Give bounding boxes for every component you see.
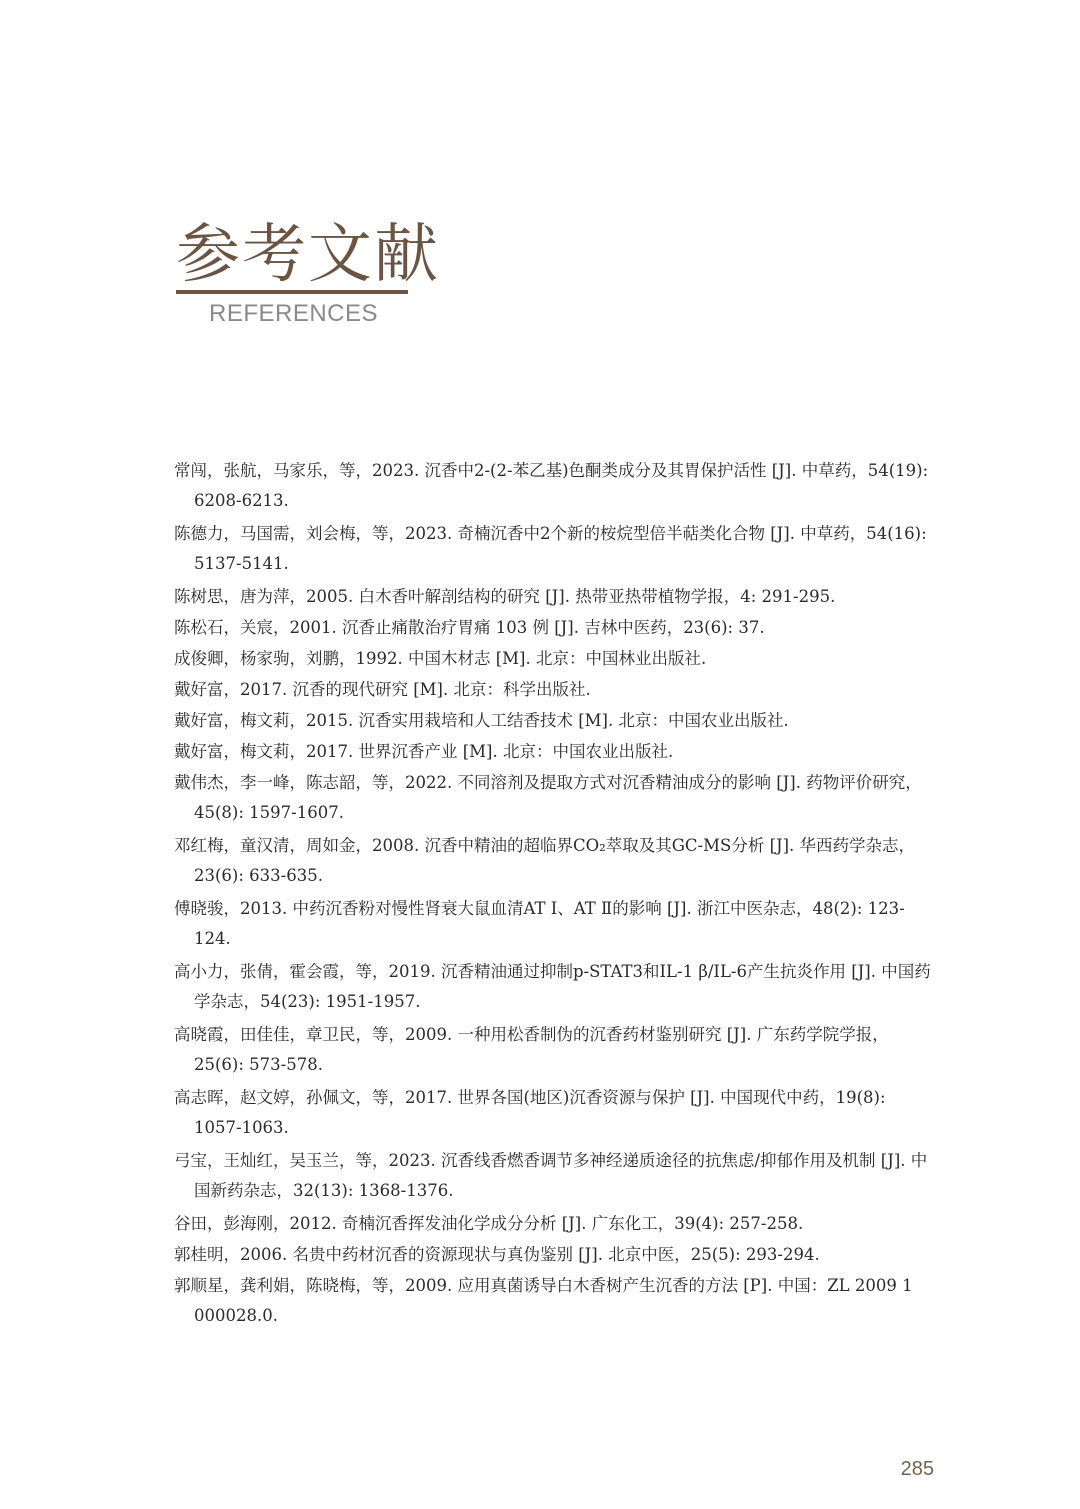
reference-item: 高志晖，赵文婷，孙佩文，等，2017. 世界各国(地区)沉香资源与保护 [J]. 中国现代中药，19(8): 1057-1063. — [174, 1088, 886, 1137]
reference-item: 郭桂明，2006. 名贵中药材沉香的资源现状与真伪鉴别 [J]. 北京中医，25(5): 293-294. — [174, 1245, 820, 1264]
reference-item: 戴伟杰，李一峰，陈志韶，等，2022. 不同溶剂及提取方式对沉香精油成分的影响 [J]. 药物评价研究，45(8): 1597-1607. — [174, 773, 922, 822]
reference-item: 戴好富，梅文莉，2017. 世界沉香产业 [M]. 北京：中国农业出版社. — [174, 742, 674, 761]
page-number: 285 — [900, 1458, 934, 1480]
reference-item: 谷田，彭海刚，2012. 奇楠沉香挥发油化学成分分析 [J]. 广东化工，39(4): 257-258. — [174, 1214, 804, 1233]
page-subtitle: REFERENCES — [209, 300, 379, 327]
reference-item: 高小力，张倩，霍会霞，等，2019. 沉香精油通过抑制p-STAT3和IL-1 β/IL-6产生抗炎作用 [J]. 中国药学杂志，54(23): 1951-1957. — [174, 962, 931, 1011]
reference-item: 常闯，张航，马家乐，等，2023. 沉香中2-(2-苯乙基)色酮类成分及其胃保护活性 [J]. 中草药，54(19): 6208-6213. — [174, 461, 929, 510]
section-title-block — [176, 218, 576, 328]
page-title: 参考文献 — [176, 218, 440, 292]
reference-item: 郭顺星，龚利娟，陈晓梅，等，2009. 应用真菌诱导白木香树产生沉香的方法 [P]. 中国：ZL 2009 1 000028.0. — [174, 1276, 913, 1325]
reference-item: 弓宝，王灿红，吴玉兰，等，2023. 沉香线香燃香调节多神经递质途径的抗焦虑/抑郁作用及机制 [J]. 中国新药杂志，32(13): 1368-1376. — [174, 1151, 928, 1200]
reference-item: 戴好富，2017. 沉香的现代研究 [M]. 北京：科学出版社. — [174, 680, 591, 699]
reference-item: 傅晓骏，2013. 中药沉香粉对慢性肾衰大鼠血清AT Ⅰ、AT Ⅱ的影响 [J]. 浙江中医杂志，48(2): 123-124. — [174, 899, 905, 948]
reference-item: 成俊卿，杨家驹，刘鹏，1992. 中国木材志 [M]. 北京：中国林业出版社. — [174, 649, 707, 668]
reference-item: 高晓霞，田佳佳，章卫民，等，2009. 一种用松香制伪的沉香药材鉴别研究 [J]. 广东药学院学报，25(6): 573-578. — [174, 1025, 889, 1074]
reference-list — [174, 456, 938, 1334]
reference-item: 陈树思，唐为萍，2005. 白木香叶解剖结构的研究 [J]. 热带亚热带植物学报，4: 291-295. — [174, 587, 836, 606]
reference-item: 陈德力，马国需，刘会梅，等，2023. 奇楠沉香中2个新的桉烷型倍半萜类化合物 [J]. 中草药，54(16): 5137-5141. — [174, 524, 927, 573]
reference-item: 陈松石，关宸，2001. 沉香止痛散治疗胃痛 103 例 [J]. 吉林中医药，23(6): 37. — [174, 618, 765, 637]
reference-item: 戴好富，梅文莉，2015. 沉香实用栽培和人工结香技术 [M]. 北京：中国农业出版社. — [174, 711, 789, 730]
reference-item: 邓红梅，童汉清，周如金，2008. 沉香中精油的超临界CO₂萃取及其GC-MS分析 [J]. 华西药学杂志，23(6): 633-635. — [174, 836, 916, 885]
